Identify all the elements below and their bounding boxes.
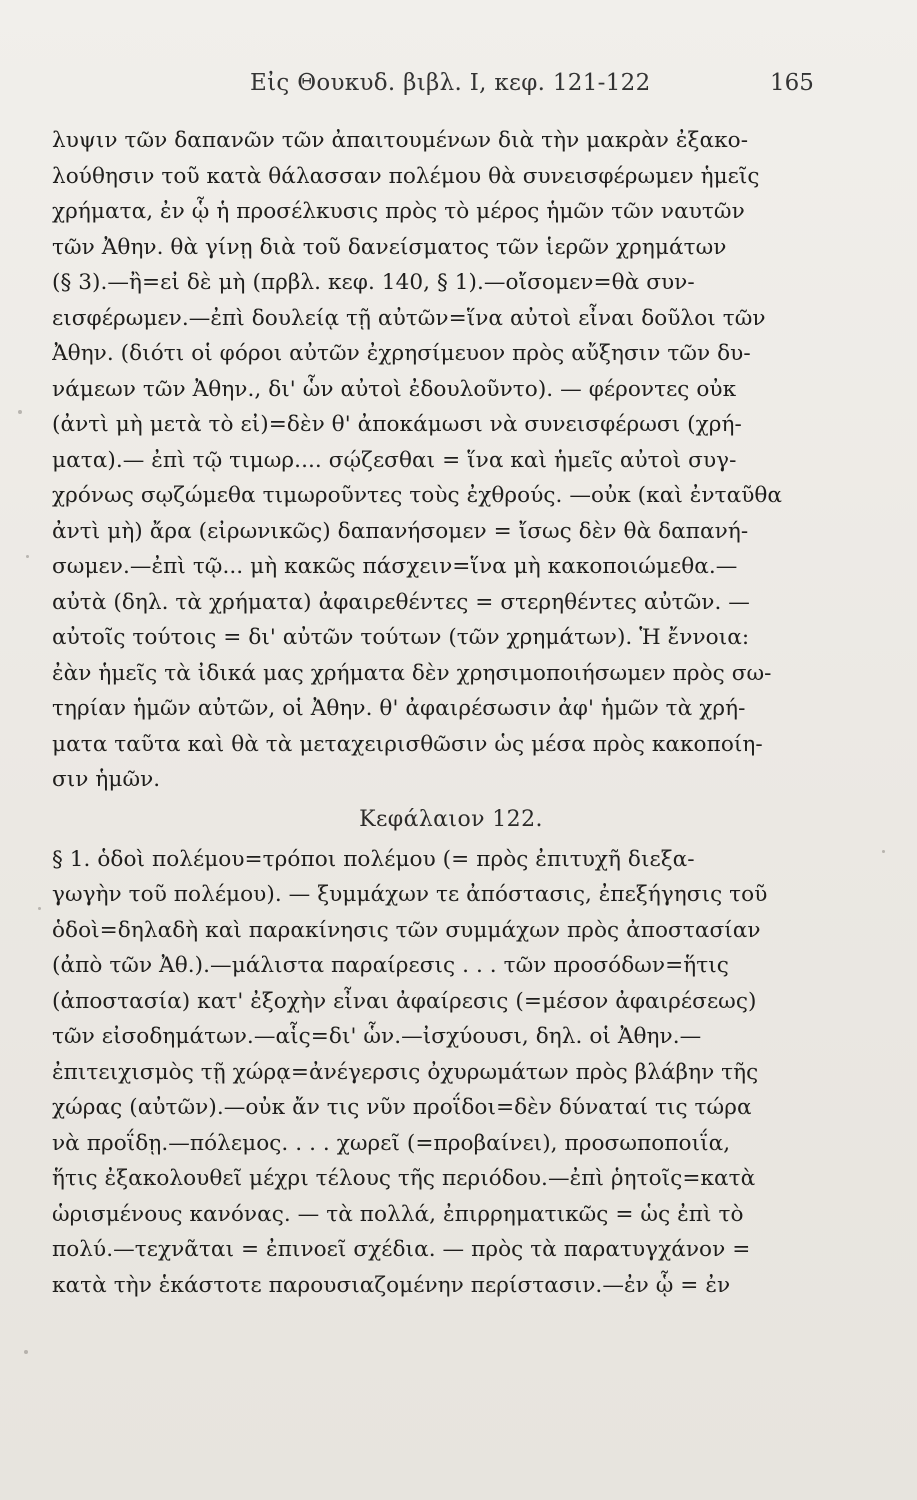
paper-speck — [24, 1350, 28, 1354]
running-title: Εἰς Θουκυδ. βιβλ. Ι, κεφ. 121-122 — [250, 70, 651, 96]
text-line: λούθησιν τοῦ κατὰ θάλασσαν πολέμου θὰ συνεισφέρωμεν ἡμεῖς — [52, 163, 760, 189]
text-line: (ἀποστασία) κατ' ἐξοχὴν εἶναι ἀφαίρεσις (=μέσον ἀφαιρέσεως) — [52, 988, 757, 1014]
text-line: ἥτις ἐξακολουθεῖ μέχρι τέλους τῆς περιόδου.—ἐπὶ ῥητοῖς=κατὰ — [52, 1166, 756, 1191]
text-line: ματα ταῦτα καὶ θὰ τὰ μεταχειρισθῶσιν ὡς μέσα πρὸς κακοποίη- — [52, 731, 763, 757]
text-line: ὁδοὶ=δηλαδὴ καὶ παρακίνησις τῶν συμμάχων πρὸς ἀποστασίαν — [52, 917, 761, 943]
text-line: χρόνως σῳζώμεθα τιμωροῦντες τοὺς ἐχθρούς. —οὐκ (καὶ ἐνταῦθα — [52, 483, 783, 508]
text-line: γωγὴν τοῦ πολέμου). — ξυμμάχων τε ἀπόστασις, ἐπεξήγησις τοῦ — [52, 882, 768, 907]
paper-speck — [38, 907, 41, 910]
text-line: χώρας (αὐτῶν).—οὐκ ἄν τις νῦν προΐδοι=δὲν δύναταί τις τώρα — [52, 1095, 752, 1120]
text-line: νάμεων τῶν Ἀθην., δι' ὧν αὐτοὶ ἐδουλοῦντο). — φέροντες οὐκ — [52, 376, 737, 402]
text-line: (ἀπὸ τῶν Ἀθ.).—μάλιστα παραίρεσις . . . τῶν προσόδων=ἥτις — [52, 953, 729, 978]
text-line: λυψιν τῶν δαπανῶν τῶν ἀπαιτουμένων διὰ τὴν μακρὰν ἐξακο- — [52, 128, 749, 153]
page-number: 165 — [770, 70, 814, 96]
text-line: τῶν Ἀθην. θὰ γίνῃ διὰ τοῦ δανείσματος τῶν ἱερῶν χρημάτων — [52, 234, 727, 260]
text-line: τῶν εἰσοδημάτων.—αἷς=δι' ὧν.—ἰσχύουσι, δηλ. οἱ Ἀθην.— — [52, 1024, 702, 1049]
text-line: εισφέρωμεν.—ἐπὶ δουλείᾳ τῇ αὐτῶν=ἵνα αὐτοὶ εἶναι δοῦλοι τῶν — [52, 305, 766, 331]
text-line: ἐπιτειχισμὸς τῇ χώρᾳ=ἀνέγερσις ὀχυρωμάτων πρὸς βλάβην τῆς — [52, 1059, 759, 1085]
paper-speck — [26, 555, 29, 558]
text-line: (§ 3).—ἢ=εἰ δὲ μὴ (πρβλ. κεφ. 140, § 1).—οἴσομεν=θὰ συν- — [52, 270, 695, 295]
text-line: αὐτὰ (δηλ. τὰ χρήματα) ἀφαιρεθέντες = στερηθέντες αὐτῶν. — — [52, 589, 750, 615]
text-line: ἀντὶ μὴ) ἄρα (εἰρωνικῶς) δαπανήσομεν = ἴσως δὲν θὰ δαπανή- — [52, 518, 749, 544]
text-line: ἐὰν ἡμεῖς τὰ ἰδικά μας χρήματα δὲν χρησιμοποιήσωμεν πρὸς σω- — [52, 660, 772, 686]
paper-speck — [18, 410, 22, 414]
text-line: αὐτοῖς τούτοις = δι' αὐτῶν τούτων (τῶν χρημάτων). Ἡ ἔννοια: — [52, 625, 750, 650]
commentary-text — [52, 123, 812, 1303]
text-line: πολύ.—τεχνᾶται = ἐπινοεῖ σχέδια. — πρὸς τὰ παρατυγχάνον = — [52, 1237, 751, 1262]
text-line: Ἀθην. (διότι οἱ φόροι αὐτῶν ἐχρησίμευον πρὸς αὔξησιν τῶν δυ- — [52, 341, 751, 366]
text-line: κατὰ τὴν ἑκάστοτε παρουσιαζομένην περίστασιν.—ἐν ᾧ = ἐν — [52, 1272, 731, 1298]
text-line: (ἀντὶ μὴ μετὰ τὸ εἰ)=δὲν θ' ἀποκάμωσι νὰ συνεισφέρωσι (χρή- — [52, 412, 742, 437]
text-line: § 1. ὁδοὶ πολέμου=τρόποι πολέμου (= πρὸς ἐπιτυχῆ διεξα- — [52, 846, 695, 872]
text-line: νὰ προΐδῃ.—πόλεμος. . . . χωρεῖ (=προβαίνει), προσωποποιΐα, — [52, 1130, 731, 1156]
text-line: ὡρισμένους κανόνας. — τὰ πολλά, ἐπιρρηματικῶς = ὡς ἐπὶ τὸ — [52, 1201, 744, 1227]
text-line: ματα).— ἐπὶ τῷ τιμωρ.... σῴζεσθαι = ἵνα καὶ ἡμεῖς αὐτοὶ συγ- — [52, 447, 737, 473]
text-line: τηρίαν ἡμῶν αὐτῶν, οἱ Ἀθην. θ' ἀφαιρέσωσιν ἀφ' ἡμῶν τὰ χρή- — [52, 696, 746, 721]
running-header — [0, 70, 917, 104]
text-line: σωμεν.—ἐπὶ τῷ... μὴ κακῶς πάσχειν=ἵνα μὴ κακοποιώμεθα.— — [52, 554, 738, 579]
paper-speck — [882, 850, 885, 853]
chapter-heading: Κεφάλαιον 122. — [359, 806, 543, 832]
text-line: σιν ἡμῶν. — [52, 767, 161, 792]
text-line: χρήματα, ἐν ᾧ ἡ προσέλκυσις πρὸς τὸ μέρος ἡμῶν τῶν ναυτῶν — [52, 199, 745, 224]
